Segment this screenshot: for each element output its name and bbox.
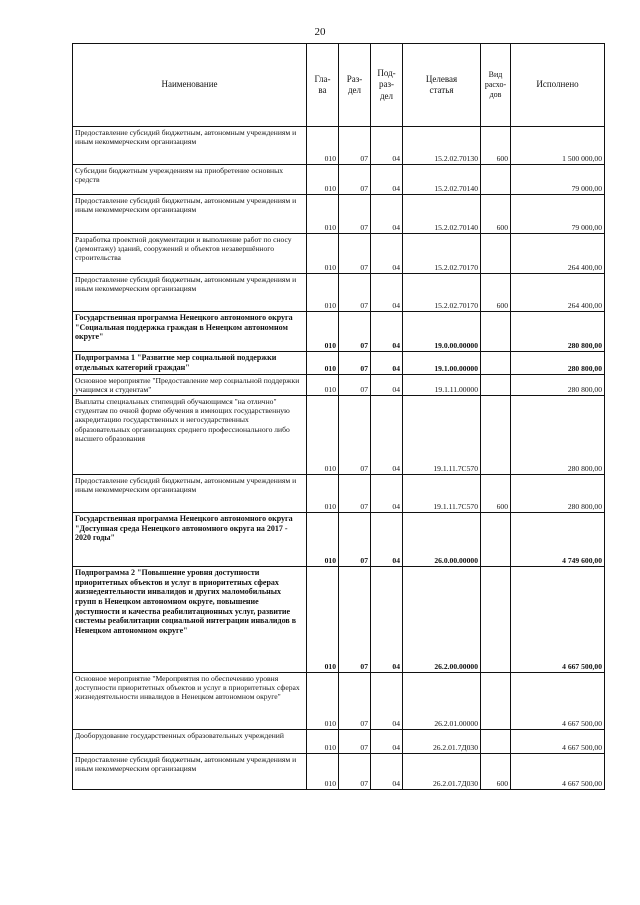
row-podrazdel: 04: [371, 127, 403, 165]
table-row: [73, 127, 605, 165]
row-target: 19.1.00.00000: [403, 352, 481, 375]
row-target: 19.1.11.7С570: [403, 475, 481, 513]
row-podrazdel: 04: [371, 234, 403, 274]
header-name: Наименование: [73, 44, 307, 127]
row-name: Государственная программа Ненецкого автономного округа "Социальная поддержка граждан в Ненецком автономном округе": [73, 312, 307, 352]
header-target: Целевая статья: [403, 44, 481, 127]
row-vid: [481, 375, 511, 396]
row-vid: [481, 513, 511, 567]
row-glava: 010: [307, 274, 339, 312]
row-glava: 010: [307, 234, 339, 274]
header-glava: Гла- ва: [307, 44, 339, 127]
budget-table: [72, 43, 605, 790]
row-target: 19.1.11.7С570: [403, 396, 481, 475]
row-amount: 1 500 000,00: [511, 127, 605, 165]
row-amount: 79 000,00: [511, 165, 605, 195]
row-razdel: 07: [339, 165, 371, 195]
row-glava: 010: [307, 673, 339, 730]
row-vid: [481, 567, 511, 673]
row-target: 15.2.02.70170: [403, 234, 481, 274]
row-glava: 010: [307, 567, 339, 673]
row-glava: 010: [307, 475, 339, 513]
row-glava: 010: [307, 312, 339, 352]
row-podrazdel: 04: [371, 312, 403, 352]
row-podrazdel: 04: [371, 352, 403, 375]
header-podrazdel: Под- раз- дел: [371, 44, 403, 127]
row-amount: 280 800,00: [511, 475, 605, 513]
row-name: Предоставление субсидий бюджетным, автономным учреждениям и иным некоммерческим организациям: [73, 195, 307, 234]
table-row: [73, 513, 605, 567]
row-target: 19.1.11.00000: [403, 375, 481, 396]
row-name: Предоставление субсидий бюджетным, автономным учреждениям и иным некоммерческим организациям: [73, 754, 307, 790]
table-header-row: [73, 44, 605, 127]
row-name: Государственная программа Ненецкого автономного округа "Доступная среда Ненецкого автономного округа на 2017 - 2020 годы": [73, 513, 307, 567]
row-target: 19.0.00.00000: [403, 312, 481, 352]
row-razdel: 07: [339, 352, 371, 375]
row-amount: 4 667 500,00: [511, 673, 605, 730]
row-target: 26.2.01.00000: [403, 673, 481, 730]
row-glava: 010: [307, 375, 339, 396]
row-glava: 010: [307, 195, 339, 234]
row-vid: [481, 352, 511, 375]
row-glava: 010: [307, 352, 339, 375]
header-executed: Исполнено: [511, 44, 605, 127]
row-podrazdel: 04: [371, 475, 403, 513]
row-name: Предоставление субсидий бюджетным, автономным учреждениям и иным некоммерческим организациям: [73, 475, 307, 513]
row-target: 26.2.00.00000: [403, 567, 481, 673]
table-row: [73, 352, 605, 375]
page-number: 20: [314, 26, 326, 38]
table-row: [73, 312, 605, 352]
row-glava: 010: [307, 165, 339, 195]
table-row: [73, 754, 605, 790]
row-name: Предоставление субсидий бюджетным, автономным учреждениям и иным некоммерческим организациям: [73, 127, 307, 165]
row-amount: 79 000,00: [511, 195, 605, 234]
row-podrazdel: 04: [371, 195, 403, 234]
row-glava: 010: [307, 513, 339, 567]
row-vid: 600: [481, 195, 511, 234]
row-razdel: 07: [339, 312, 371, 352]
row-razdel: 07: [339, 754, 371, 790]
table-row: [73, 396, 605, 475]
table-row: [73, 274, 605, 312]
header-vid: Вид расхо- дов: [481, 44, 511, 127]
row-amount: 280 800,00: [511, 352, 605, 375]
row-razdel: 07: [339, 396, 371, 475]
row-amount: 264 400,00: [511, 274, 605, 312]
row-razdel: 07: [339, 513, 371, 567]
row-podrazdel: 04: [371, 375, 403, 396]
table-row: [73, 375, 605, 396]
row-vid: [481, 730, 511, 754]
table-row: [73, 475, 605, 513]
row-target: 15.2.02.70170: [403, 274, 481, 312]
row-podrazdel: 04: [371, 567, 403, 673]
row-vid: 600: [481, 127, 511, 165]
row-glava: 010: [307, 127, 339, 165]
row-razdel: 07: [339, 673, 371, 730]
row-name: Выплаты специальных стипендий обучающимся "на отлично" студентам по очной форме обучения в имеющих государственную аккредитацию государственных и негосударственных образовательных организациях среднего профессионального либо высшего образования: [73, 396, 307, 475]
row-glava: 010: [307, 730, 339, 754]
table-row: [73, 673, 605, 730]
table-row: [73, 567, 605, 673]
row-amount: 280 800,00: [511, 396, 605, 475]
row-name: Разработка проектной документации и выполнение работ по сносу (демонтажу) зданий, сооружений и объектов незавершённого строительства: [73, 234, 307, 274]
row-podrazdel: 04: [371, 165, 403, 195]
row-glava: 010: [307, 754, 339, 790]
row-razdel: 07: [339, 274, 371, 312]
row-razdel: 07: [339, 567, 371, 673]
row-amount: 4 667 500,00: [511, 754, 605, 790]
row-podrazdel: 04: [371, 754, 403, 790]
row-target: 26.0.00.00000: [403, 513, 481, 567]
row-vid: 600: [481, 274, 511, 312]
row-name: Основное мероприятие "Мероприятия по обеспечению уровня доступности приоритетных объектов и услуг в приоритетных сферах жизнедеятельности инвалидов в Ненецком автономном округе": [73, 673, 307, 730]
header-razdel: Раз- дел: [339, 44, 371, 127]
row-razdel: 07: [339, 475, 371, 513]
row-vid: 600: [481, 754, 511, 790]
row-razdel: 07: [339, 195, 371, 234]
row-podrazdel: 04: [371, 274, 403, 312]
row-razdel: 07: [339, 127, 371, 165]
row-name: Предоставление субсидий бюджетным, автономным учреждениям и иным некоммерческим организациям: [73, 274, 307, 312]
row-vid: 600: [481, 475, 511, 513]
table-row: [73, 195, 605, 234]
row-razdel: 07: [339, 375, 371, 396]
row-target: 15.2.02.70140: [403, 165, 481, 195]
row-razdel: 07: [339, 730, 371, 754]
row-podrazdel: 04: [371, 513, 403, 567]
row-name: Дооборудование государственных образовательных учреждений: [73, 730, 307, 754]
row-vid: [481, 396, 511, 475]
row-razdel: 07: [339, 234, 371, 274]
row-amount: 4 749 600,00: [511, 513, 605, 567]
table-row: [73, 730, 605, 754]
row-vid: [481, 165, 511, 195]
row-name: Основное мероприятие "Предоставление мер социальной поддержки учащимся и студентам": [73, 375, 307, 396]
row-podrazdel: 04: [371, 396, 403, 475]
table-row: [73, 165, 605, 195]
row-amount: 280 800,00: [511, 312, 605, 352]
row-target: 15.2.02.70140: [403, 195, 481, 234]
row-target: 15.2.02.70130: [403, 127, 481, 165]
row-name: Субсидии бюджетным учреждениям на приобретение основных средств: [73, 165, 307, 195]
row-target: 26.2.01.7Д030: [403, 754, 481, 790]
row-amount: 4 667 500,00: [511, 567, 605, 673]
row-amount: 4 667 500,00: [511, 730, 605, 754]
row-amount: 280 800,00: [511, 375, 605, 396]
row-podrazdel: 04: [371, 673, 403, 730]
row-name: Подпрограмма 2 "Повышение уровня доступности приоритетных объектов и услуг в приоритетных сферах жизнедеятельности инвалидов и других маломобильных групп в Ненецком автономном округе, повышение доступности и качества реабилитационных услуг, развитие системы реабилитации социальной интеграции инвалидов в Ненецком автономном округе": [73, 567, 307, 673]
row-vid: [481, 312, 511, 352]
row-podrazdel: 04: [371, 730, 403, 754]
row-name: Подпрограмма 1 "Развитие мер социальной поддержки отдельных категорий граждан": [73, 352, 307, 375]
table-row: [73, 234, 605, 274]
row-glava: 010: [307, 396, 339, 475]
row-vid: [481, 234, 511, 274]
row-amount: 264 400,00: [511, 234, 605, 274]
row-target: 26.2.01.7Д030: [403, 730, 481, 754]
row-vid: [481, 673, 511, 730]
